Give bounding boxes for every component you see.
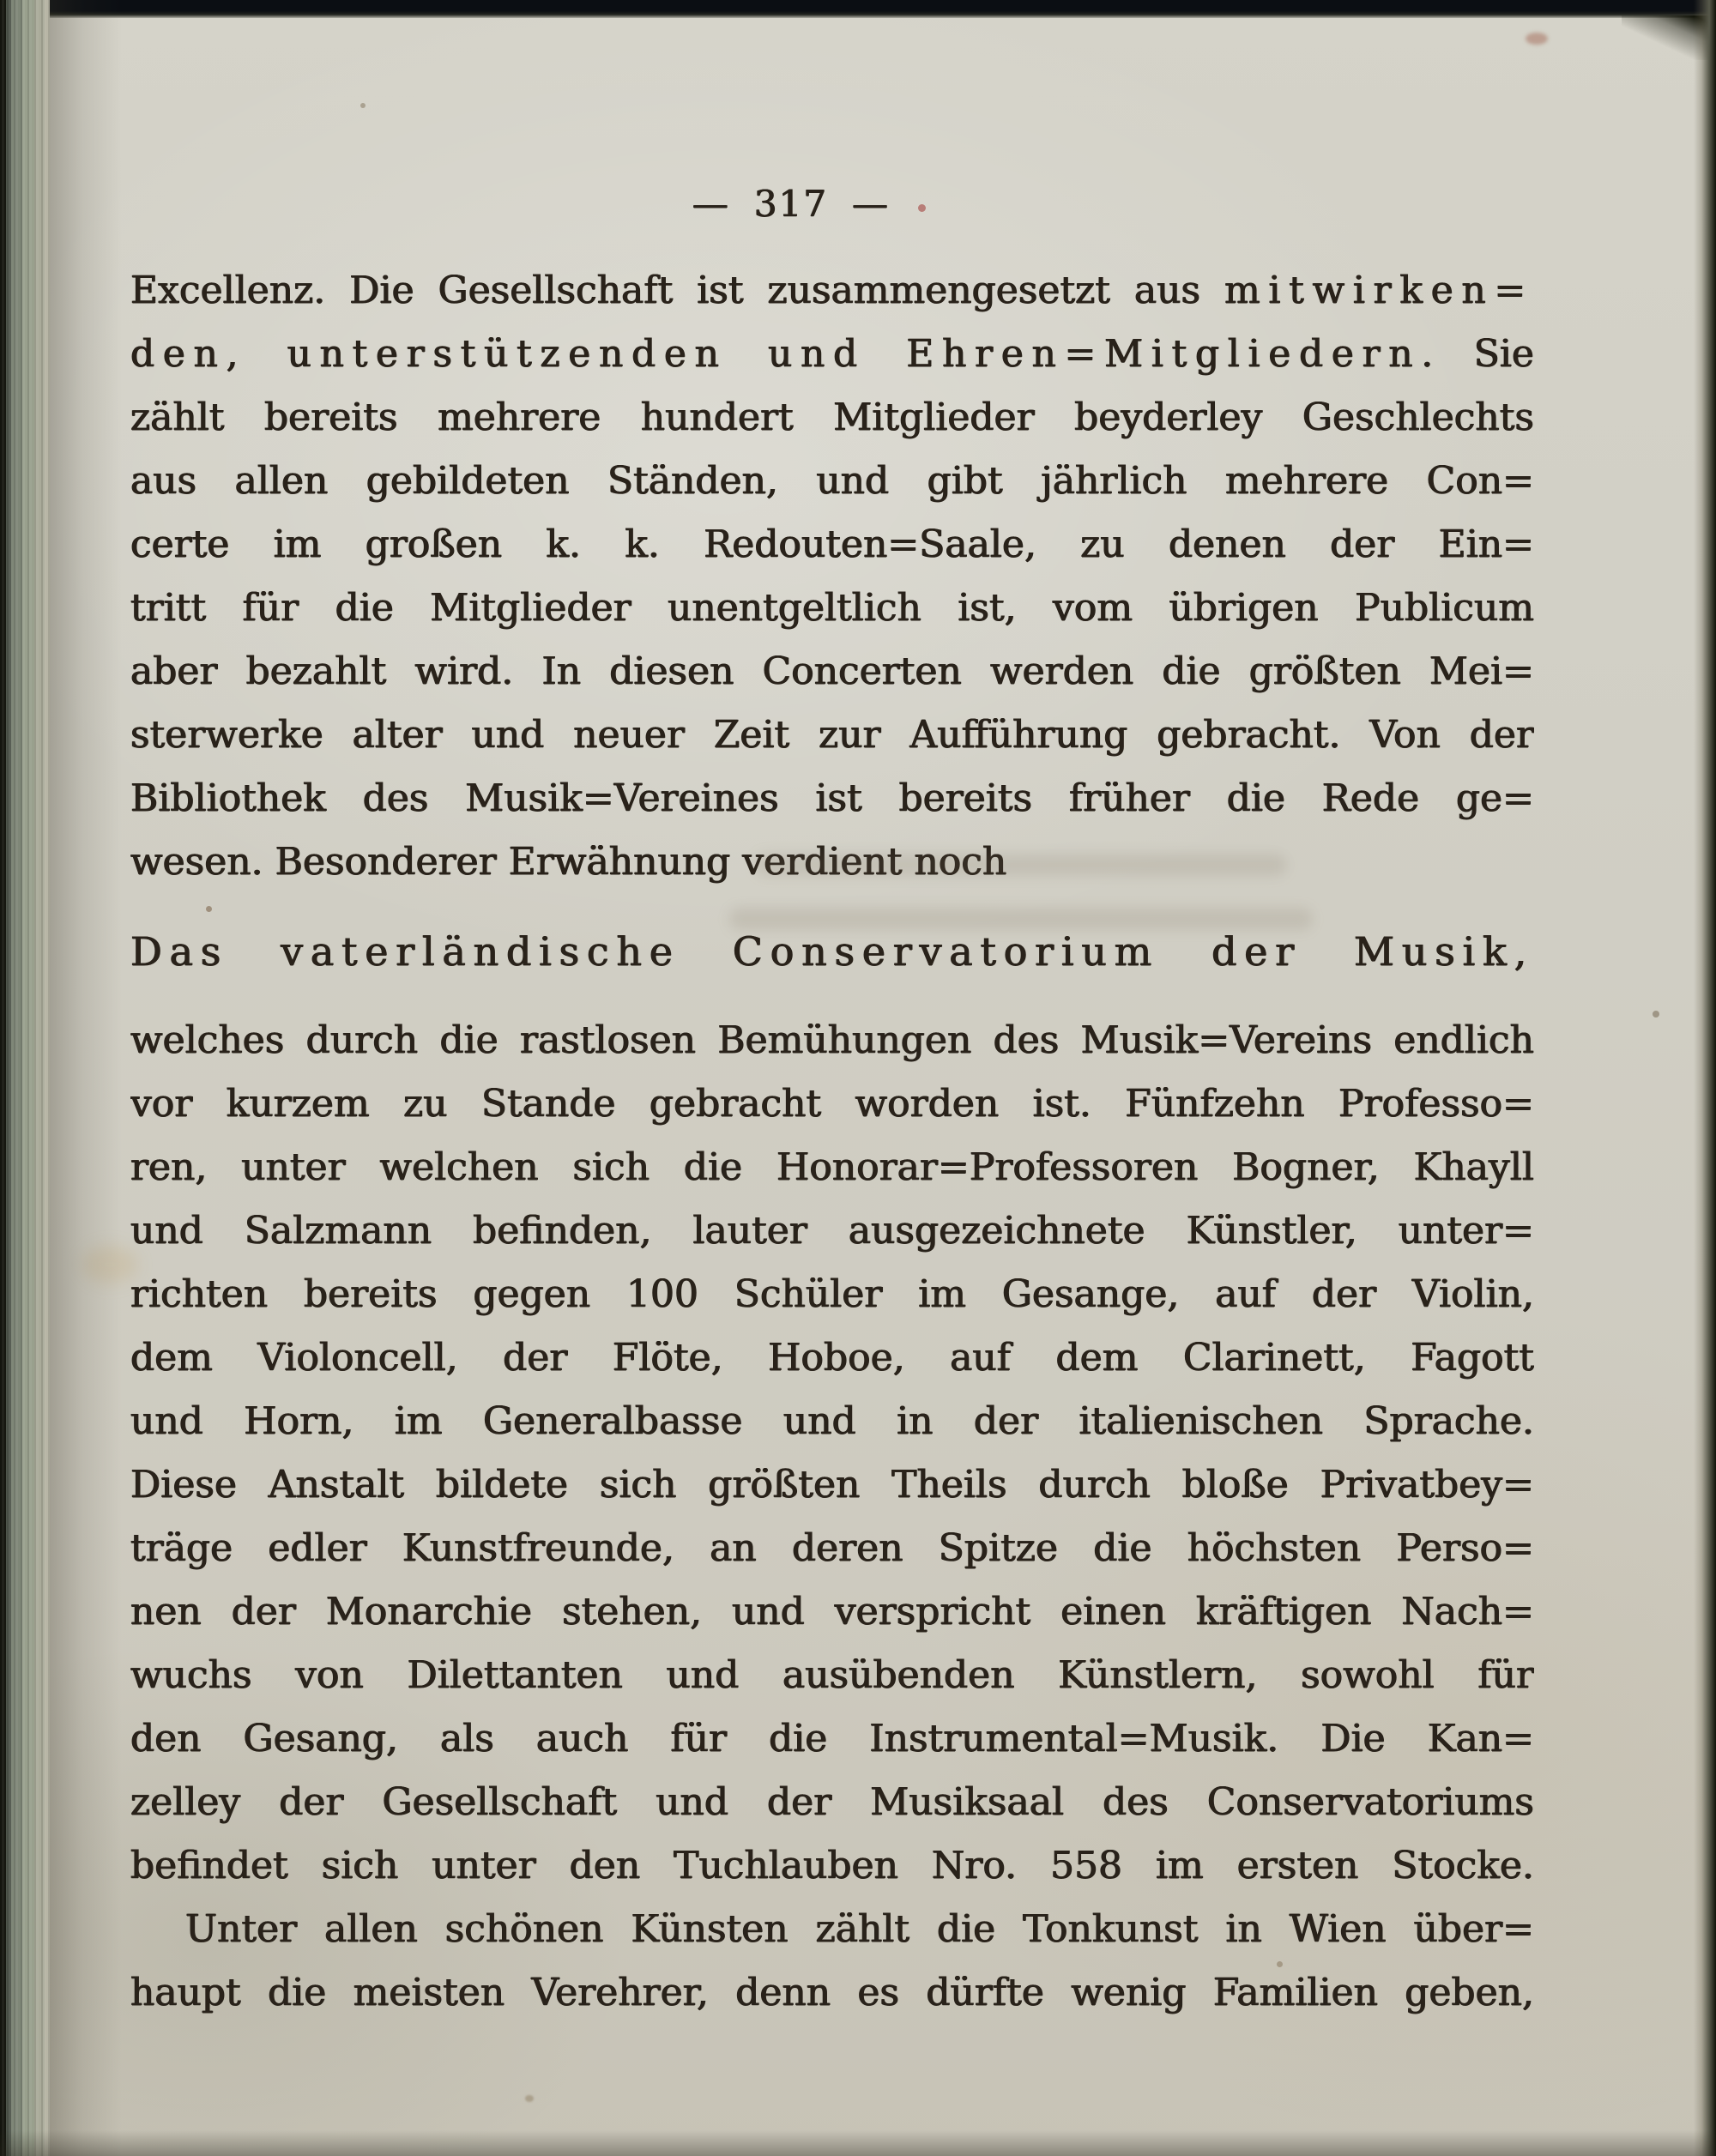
letterspaced-text: mitwirken= <box>1224 269 1534 312</box>
text-line: aus allen gebildeten Ständen, und gibt jährlich mehrere Con= <box>130 459 1534 503</box>
text-line: aber bezahlt wird. In diesen Concerten werden die größten Mei= <box>130 649 1534 693</box>
paper-speck <box>1277 1961 1283 1967</box>
page-number-dash-right: — <box>852 183 891 225</box>
text-line: wuchs von Dilettanten und ausübenden Künstlern, sowohl für <box>130 1653 1534 1697</box>
paragraph-1 <box>130 259 1534 894</box>
page-number-dash-left: — <box>692 183 730 225</box>
text-line: dem Violoncell, der Flöte, Hoboe, auf dem Clarinett, Fagott <box>130 1336 1534 1380</box>
paper-speck <box>525 2095 534 2102</box>
text-line: befindet sich unter den Tuchlauben Nro. 558 im ersten Stocke. <box>130 1844 1534 1887</box>
letterspaced-text: den, unterstützenden und Ehren=Mitgliedern. <box>130 332 1442 376</box>
paper-speck <box>1653 1011 1659 1018</box>
paper-speck <box>360 103 366 108</box>
text-line: vor kurzem zu Stande gebracht worden ist. Fünfzehn Professo= <box>130 1082 1534 1126</box>
text-line: nen der Monarchie stehen, und verspricht einen kräftigen Nach= <box>130 1590 1534 1634</box>
scan-top-edge <box>0 0 1716 18</box>
scan-right-edge <box>1694 0 1716 2156</box>
paragraph-2 <box>130 1009 1534 1898</box>
text-line: tritt für die Mitglieder unentgeltlich ist, vom übrigen Publicum <box>130 586 1534 630</box>
text-line: den Gesang, als auch für die Instrumental=Musik. Die Kan= <box>130 1717 1534 1760</box>
scan-bottom-shadow <box>0 2130 1716 2156</box>
page-number <box>89 178 1493 230</box>
text-segment: Sie <box>1473 332 1534 376</box>
text-line: zählt bereits mehrere hundert Mitglieder beyderley Geschlechts <box>130 396 1534 439</box>
text-segment: Excellenz. Die Gesellschaft ist zusammengesetzt aus <box>130 269 1201 312</box>
page-number-value: 317 <box>753 183 829 225</box>
text-line <box>130 323 1534 386</box>
paper-speck <box>206 906 212 912</box>
binding-shadow <box>50 0 122 2156</box>
text-line: richten bereits gegen 100 Schüler im Gesange, auf der Violin, <box>130 1272 1534 1316</box>
paragraph-3 <box>130 1898 1534 2025</box>
text-line: ren, unter welchen sich die Honorar=Professoren Bogner, Khayll <box>130 1145 1534 1189</box>
text-line: und Horn, im Generalbasse und in der italienischen Sprache. <box>130 1399 1534 1443</box>
text-line: Bibliothek des Musik=Vereines ist bereits früher die Rede ge= <box>130 776 1534 820</box>
page-text-block <box>130 0 1534 2025</box>
text-line: haupt die meisten Verehrer, denn es dürfte wenig Familien geben, <box>130 1971 1534 2014</box>
section-heading: Das vaterländische Conservatorium der Musik, <box>130 928 1534 975</box>
text-line <box>130 259 1534 323</box>
text-line: Diese Anstalt bildete sich größten Theils durch bloße Privatbey= <box>130 1463 1534 1507</box>
text-line: sterwerke alter und neuer Zeit zur Aufführung gebracht. Von der <box>130 713 1534 757</box>
text-line: certe im großen k. k. Redouten=Saale, zu denen der Ein= <box>130 522 1534 566</box>
text-line: welches durch die rastlosen Bemühungen des Musik=Vereins endlich <box>130 1018 1534 1062</box>
book-binding-edge <box>0 0 50 2156</box>
show-through-smudge <box>755 854 1287 876</box>
text-line: Unter allen schönen Künsten zählt die Tonkunst in Wien über= <box>185 1907 1534 1951</box>
text-line: träge edler Kunstfreunde, an deren Spitze die höchsten Perso= <box>130 1526 1534 1570</box>
text-line: wesen. Besonderer Erwähnung verdient noch <box>130 840 1007 884</box>
paper-speck <box>918 204 926 212</box>
text-line: zelley der Gesellschaft und der Musiksaal des Conservatoriums <box>130 1780 1534 1824</box>
paper-speck <box>1526 33 1548 45</box>
show-through-smudge <box>729 908 1313 930</box>
text-line: und Salzmann befinden, lauter ausgezeichnete Künstler, unter= <box>130 1209 1534 1253</box>
